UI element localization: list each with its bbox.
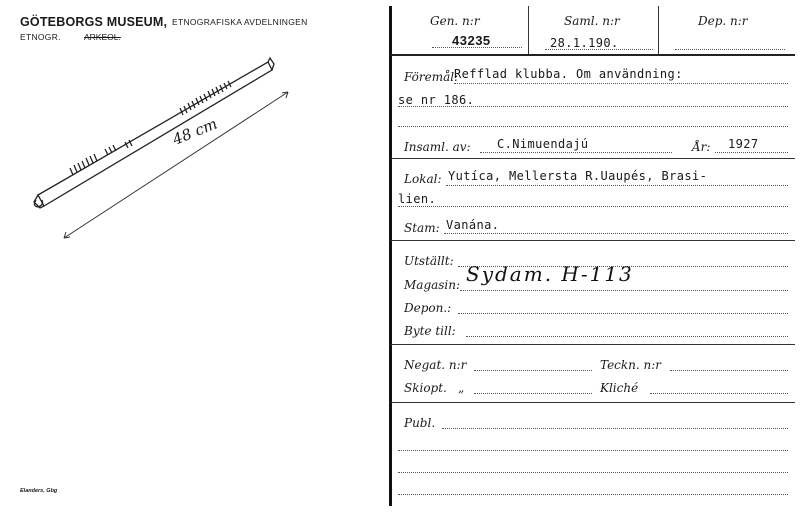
magasin-label: Magasin: [404,278,461,292]
skiopt-value: „ [458,381,465,395]
saml-value: 28.1.190. [550,36,619,50]
foremal-value-line2: se nr 186. [398,93,475,107]
printer-mark: Elanders, Gbg [20,488,58,494]
kliche-dots [650,393,788,394]
arkeol-label-struck: ARKEOL. [84,32,121,42]
publ-dots-2 [398,450,788,451]
foremal-value-line1: Refflad klubba. Om användning: [454,67,683,81]
depon-label: Depon.: [404,301,452,315]
teckn-label: Teckn. n:r [600,358,662,372]
dep-label: Dep. n:r [698,14,748,28]
card-margin-line [389,6,392,506]
byte-label: Byte till: [404,324,456,338]
publ-label: Publ. [404,416,436,430]
magasin-value-handwritten: Sydam. H-113 [466,262,634,286]
depon-dots [458,313,788,314]
gen-dots [432,47,522,48]
header-bottom-rule [391,54,795,56]
ar-dots [715,152,788,153]
rule-after-byte [391,344,795,345]
header-sep-1 [528,6,529,54]
club-sketch [30,50,310,250]
foremal-dots-3 [398,126,788,127]
insaml-dots [480,152,672,153]
magasin-dots [460,290,788,291]
museum-name: GÖTEBORGS MUSEUM, [20,15,168,29]
byte-dots [466,336,788,337]
foremal-dots-2 [398,106,788,107]
foremal-dots-1 [454,83,788,84]
rule-after-insaml [391,158,795,159]
lokal-value-line1: Yutíca, Mellersta R.Uaupés, Brasi- [448,169,708,183]
publ-dots-4 [398,494,788,495]
kliche-label: Kliché [600,381,639,395]
stam-value: Vanána. [446,218,500,232]
lokal-value-line2: lien. [398,192,437,206]
header-sep-2 [658,6,659,54]
gen-value: 43235 [452,33,491,48]
skiopt-label: Skiopt. [404,381,447,395]
publ-dots-1 [442,428,788,429]
stam-label: Stam: [404,221,440,235]
etnogr-label: ETNOGR. [20,32,61,42]
publ-dots-3 [398,472,788,473]
foremal-label: Föremål: [404,70,459,84]
skiopt-dots [474,393,592,394]
rule-after-stam [391,240,795,241]
club-drawing [34,58,274,208]
insaml-label: Insaml. av: [404,140,471,154]
negat-dots [474,370,592,371]
ar-value: 1927 [728,137,759,151]
insaml-value: C.Nimuendajú [497,137,589,151]
saml-dots [545,49,653,50]
gen-label: Gen. n:r [430,14,480,28]
utstallt-label: Utställt: [404,254,454,268]
teckn-dots [670,370,788,371]
dep-dots [675,49,785,50]
lokal-label: Lokal: [404,172,442,186]
department-name: ETNOGRAFISKA AVDELNINGEN [172,17,308,27]
size-note: 48 cm [170,114,220,149]
stam-dots [444,233,788,234]
saml-label: Saml. n:r [564,14,620,28]
negat-label: Negat. n:r [404,358,467,372]
measurement-line [64,92,288,238]
ar-label: År: [692,140,711,154]
rule-after-skiopt [391,402,795,403]
lokal-dots-1 [446,185,788,186]
lokal-dots-2 [398,206,788,207]
